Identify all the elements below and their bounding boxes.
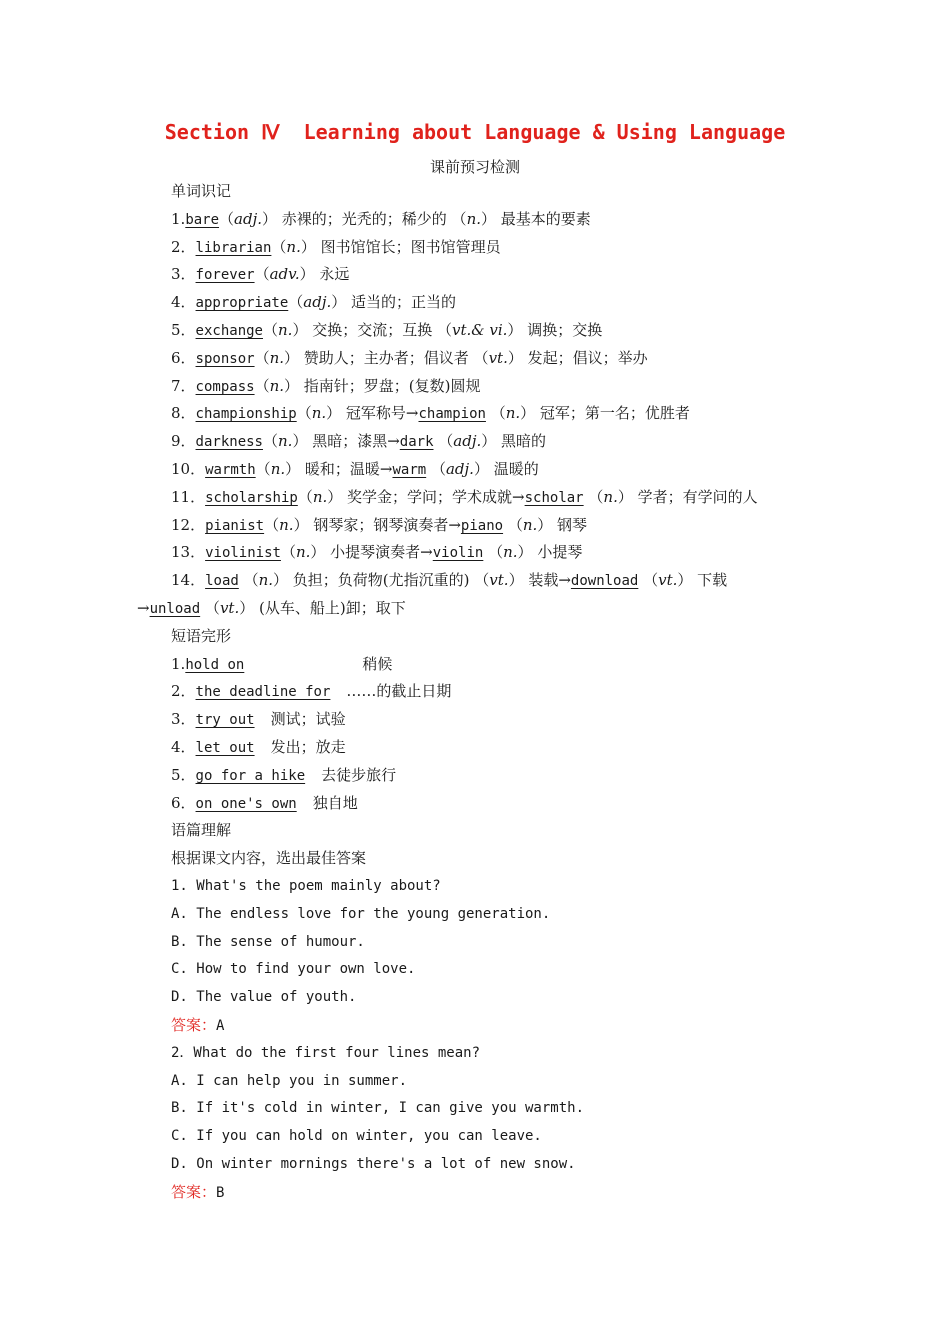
vocab-item: 6．sponsor（n.） 赞助人；主办者；倡议者 （vt.） 发起；倡议；举办 — [171, 348, 648, 367]
answer-line — [0, 1012, 950, 1040]
vocab-word: sponsor — [195, 350, 255, 367]
reading-instruction: 根据课文内容，选出最佳答案 — [171, 849, 367, 868]
vocab-word-derived: dark — [399, 434, 434, 451]
vocab-item: 4．appropriate（adj.） 适当的；正当的 — [171, 293, 457, 312]
phrase-item: 6．on one's own 独自地 — [171, 793, 358, 812]
reading-heading: 语篇理解 — [171, 821, 232, 840]
vocab-item: 13．violinist（n.） 小提琴演奏者→violin （n.） 小提琴 — [171, 543, 583, 562]
vocab-word: exchange — [195, 322, 263, 339]
question-option: D. The value of youth. — [171, 989, 357, 1006]
vocab-item: 9．darkness（n.） 黑暗；漆黑→dark （adj.） 黑暗的 — [171, 432, 547, 451]
question-option: A. The endless love for the young generation. — [171, 905, 551, 922]
answer-line — [0, 1179, 950, 1207]
phrase-item: 3．try out 测试；试验 — [171, 710, 346, 729]
document-body — [0, 178, 950, 1206]
vocab-word: appropriate — [195, 295, 289, 312]
vocab-word: violinist — [205, 545, 281, 562]
answer-value: B — [216, 1184, 225, 1201]
vocab-word: librarian — [195, 239, 272, 256]
vocab-word: load — [205, 573, 239, 590]
phrase-text: the deadline for — [195, 684, 331, 701]
vocab-item-continuation: →unload （vt.） (从车、船上)卸；取下 — [137, 598, 406, 617]
question-option: B. The sense of humour. — [171, 933, 365, 950]
vocab-word-derived: scholar — [524, 489, 584, 506]
question-option: C. How to find your own love. — [171, 961, 416, 978]
vocab-word-derived: violin — [432, 545, 484, 562]
vocab-item: 5．exchange（n.） 交换；交流；互换 （vt.& vi.） 调换；交换 — [171, 320, 603, 339]
phrase-text: on one's own — [195, 795, 297, 812]
vocab-item: 7．compass（n.） 指南针；罗盘；(复数)圆规 — [171, 376, 481, 395]
vocab-word-derived: unload — [149, 600, 201, 617]
question-option: D. On winter mornings there's a lot of new snow. — [171, 1155, 576, 1172]
vocab-word: compass — [195, 378, 255, 395]
question-option: C. If you can hold on winter, you can leave. — [171, 1128, 542, 1145]
vocab-item: 14．load （n.） 负担；负荷物(尤指沉重的) （vt.） 装载→download （vt.） 下载 — [171, 571, 728, 590]
vocab-item: 3．forever（adv.） 永远 — [171, 265, 350, 284]
question-option: B. If it's cold in winter, I can give you warmth. — [171, 1100, 585, 1117]
vocab-item: 12．pianist（n.） 钢琴家；钢琴演奏者→piano （n.） 钢琴 — [171, 515, 588, 534]
phrase-text: try out — [195, 712, 255, 729]
vocab-item: 11．scholarship（n.） 奖学金；学问；学术成就→scholar （n.） 学者；有学问的人 — [171, 487, 758, 506]
phrase-text: go for a hike — [195, 767, 306, 784]
phrase-item: 2．the deadline for ……的截止日期 — [171, 682, 452, 701]
vocab-word: forever — [195, 267, 255, 284]
phrases-heading: 短语完形 — [171, 626, 232, 645]
vocab-item: 2．librarian（n.） 图书馆馆长；图书馆管理员 — [171, 237, 501, 256]
page-subtitle: 课前预习检测 — [429, 158, 520, 176]
answer-label: 答案： — [171, 1182, 217, 1201]
phrase-item: 4．let out 发出；放走 — [171, 737, 346, 756]
question-text: 1. What's the poem mainly about? — [171, 877, 441, 894]
vocab-word: warmth — [205, 461, 256, 478]
phrase-text: hold on — [185, 656, 245, 673]
vocab-word: championship — [195, 406, 297, 423]
question-text: 2．What do the first four lines mean? — [171, 1044, 481, 1061]
question-option: A. I can help you in summer. — [171, 1072, 408, 1089]
vocab-item: 1.bare（adj.） 赤裸的；光秃的；稀少的 （n.） 最基本的要素 — [171, 209, 591, 228]
vocab-item: 10．warmth（n.） 暖和；温暖→warm （adj.） 温暖的 — [171, 459, 539, 478]
phrase-text: let out — [195, 739, 255, 756]
page-title: Section Ⅳ Learning about Language & Using Language — [164, 120, 786, 144]
phrase-item: 1.hold on 稍候 — [171, 654, 393, 673]
vocab-word-derived: download — [570, 573, 639, 590]
answer-value: A — [216, 1017, 225, 1034]
vocab-word-derived: champion — [418, 406, 486, 423]
vocab-word: pianist — [205, 517, 265, 534]
phrase-item: 5．go for a hike 去徒步旅行 — [171, 765, 397, 784]
vocab-item: 8．championship（n.） 冠军称号→champion （n.） 冠军；第一名；优胜者 — [171, 404, 690, 423]
vocab-word-derived: piano — [460, 517, 504, 534]
vocab-word: darkness — [195, 434, 263, 451]
vocab-word-derived: warm — [392, 461, 427, 478]
vocab-heading: 单词识记 — [171, 182, 232, 200]
vocab-word: bare — [185, 211, 220, 228]
answer-label: 答案： — [171, 1015, 217, 1034]
vocab-word: scholarship — [205, 489, 298, 506]
